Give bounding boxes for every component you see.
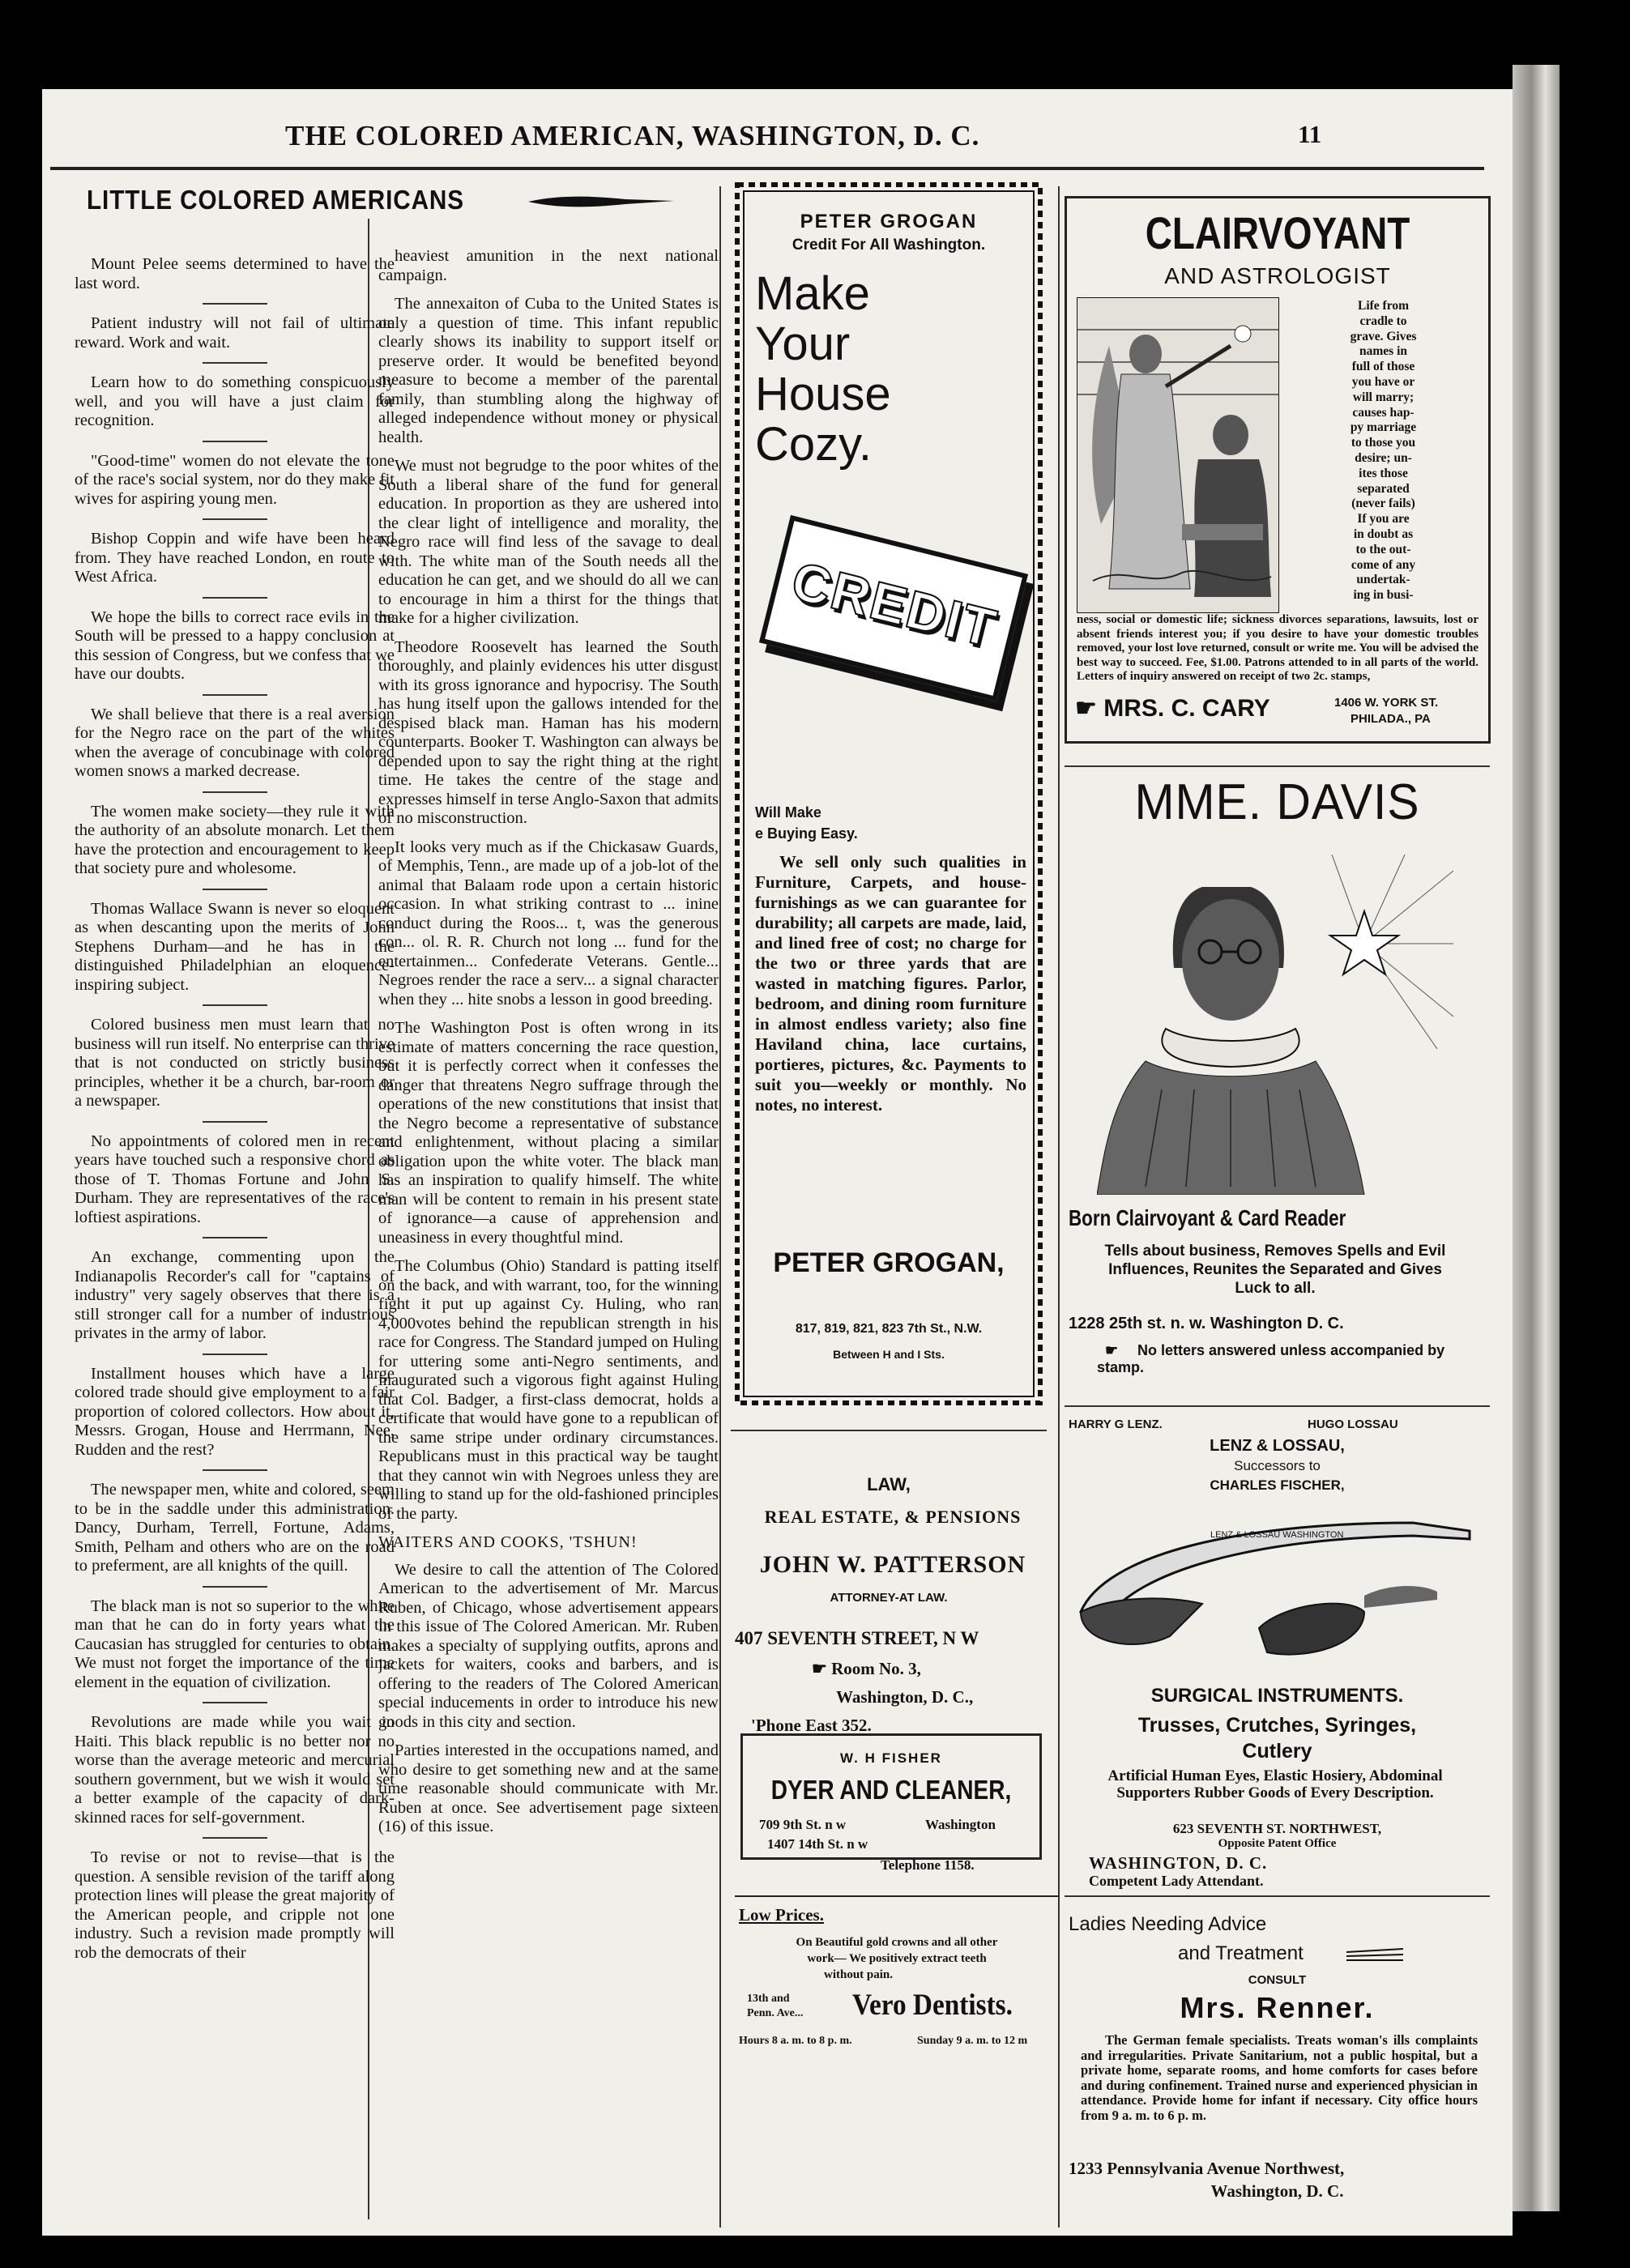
- paragraph-separator: [203, 1354, 267, 1355]
- ad-divider: [1065, 1405, 1490, 1407]
- renner-consult: CONSULT: [1248, 1973, 1307, 1987]
- davis-note: [1097, 1342, 1478, 1376]
- article-paragraph: Learn how to do something conspicuously well, and you will have a just claim for recognition.: [75, 373, 395, 429]
- renner-line1: Ladies Needing Advice: [1069, 1913, 1267, 1935]
- renner-addr2: Washington, D. C.: [1210, 2181, 1344, 2201]
- vero-addr1: 13th and: [747, 1993, 790, 2005]
- patterson-line2: REAL ESTATE, & PENSIONS: [764, 1507, 1022, 1527]
- pointing-hand-icon: ☛: [1105, 1342, 1119, 1358]
- clairvoyant-title: CLAIRVOYANT: [1145, 207, 1410, 258]
- article-paragraph: It looks very much as if the Chickasaw Guards, of Memphis, Tenn., are made up of a job-lot of the animal that Balaam rode upon a certain historic occasion. In what striking contrast to ... inine conduct during the Roos... t, was the generous con... ol. R. R. Church not long ... fund for the entertainmen... Confederate Veterans. Gentle... Negroes render the race a serv... a signal character when they ... hite snobs a lesson in good breeding.: [378, 838, 719, 1008]
- lenz-line2: Cutlery: [1242, 1740, 1312, 1763]
- davis-name: MME. DAVIS: [1134, 774, 1420, 830]
- renner-ad: [1065, 1904, 1490, 2228]
- fisher-addr2: 1407 14th St. n w: [767, 1836, 868, 1852]
- headline-line: Your: [755, 318, 851, 370]
- clairvoyant-side-line: come of any: [1351, 557, 1416, 572]
- lenz-names: HARRY G LENZ.: [1069, 1418, 1163, 1431]
- clairvoyant-side-line: ites those: [1359, 466, 1408, 480]
- patterson-phone: 'Phone East 352.: [751, 1716, 872, 1735]
- flourish-ornament: [528, 193, 674, 211]
- renner-addr1: 1233 Pennsylvania Avenue Northwest,: [1069, 2159, 1345, 2178]
- clairvoyant-side-line: desire; un-: [1355, 450, 1412, 465]
- grogan-between: Between H and I Sts.: [833, 1348, 945, 1361]
- clairvoyant-side-line: cradle to: [1359, 313, 1407, 328]
- fisher-addr1: 709 9th St. n w: [759, 1817, 847, 1832]
- clairvoyant-side-line: names in: [1359, 344, 1407, 359]
- article-paragraph: Parties interested in the occupations named, and who desire to get something new and at the same time reasonable should communicate with Mr. Ruben at once. See advertisement page sixteen (16) of this issue.: [378, 1742, 719, 1835]
- lenz-heading: SURGICAL INSTRUMENTS.: [1150, 1685, 1404, 1707]
- renner-line2: and Treatment: [1178, 1942, 1304, 1964]
- newspaper-page: [42, 89, 1513, 2236]
- lenz-opp: Opposite Patent Office: [1218, 1837, 1337, 1850]
- davis-portrait: [1097, 855, 1453, 1195]
- lenz-street: 623 SEVENTH ST. NORTHWEST,: [1172, 1821, 1382, 1836]
- paragraph-separator: [203, 441, 267, 442]
- clairvoyant-side-line: undertak-: [1356, 573, 1410, 587]
- clairvoyant-side-line: Life from: [1358, 299, 1409, 313]
- patterson-ad: [731, 1442, 1055, 1735]
- vero-sunday: Sunday 9 a. m. to 12 m: [917, 2035, 1028, 2047]
- paragraph-separator: [203, 1469, 267, 1471]
- fisher-ad: [740, 1733, 1042, 1873]
- header-rule: [50, 167, 1484, 170]
- paragraph-separator: [203, 362, 267, 364]
- clairvoyant-side-line: py marriage: [1350, 420, 1417, 435]
- davis-addr: 1228 25th st. n. w. Washington D. C.: [1069, 1315, 1344, 1332]
- page-header: [42, 120, 1513, 152]
- clairvoyant-addr2: PHILADA., PA: [1351, 712, 1431, 726]
- lenz-line1: Trusses, Crutches, Syringes,: [1137, 1714, 1417, 1737]
- paragraph-separator: [203, 1837, 267, 1839]
- column-left: [75, 255, 395, 2232]
- lenz-city: WASHINGTON, D. C.: [1089, 1853, 1268, 1873]
- grogan-ad: [731, 178, 1047, 1409]
- ad-divider: [1065, 1895, 1490, 1897]
- patterson-room-text: Room No. 3,: [831, 1659, 921, 1678]
- clairvoyant-side-line: you have or: [1351, 374, 1415, 389]
- clairvoyant-side-line: to the out-: [1355, 542, 1411, 556]
- lenz-att: Competent Lady Attendant.: [1089, 1873, 1264, 1889]
- clairvoyant-side-line: If you are: [1357, 512, 1410, 526]
- article-paragraph: Revolutions are made while you wait in Haiti. This black republic is no better nor no worse than the average meteoric and mercurial southern government, but we wish it would set a better example of the capacity of dark-skinned races for self-government.: [75, 1713, 395, 1827]
- article-paragraph: Bishop Coppin and wife have been heard from. They have reached London, en route to West Africa.: [75, 530, 395, 586]
- page-number: 11: [1298, 120, 1322, 148]
- davis-role: Born Clairvoyant & Card Reader: [1069, 1205, 1346, 1230]
- paragraph-separator: [203, 694, 267, 696]
- fisher-name: W. H FISHER: [840, 1750, 942, 1766]
- article-paragraph: We hope the bills to correct race evils in the South will be pressed to a happy conclusion at this session of Congress, but we confess that we have our doubts.: [75, 608, 395, 683]
- davis-note-text: No letters answered unless accompanied by stamp.: [1097, 1342, 1445, 1375]
- clairvoyant-side-line: causes hap-: [1352, 405, 1415, 420]
- article-paragraph: We shall believe that there is a real aversion for the Negro race on the part of the whites when the average of concubinage with colored women snows a marked decrease.: [75, 705, 395, 780]
- article-paragraph: We desire to call the attention of The Colored American to the advertisement of Mr. Marcus Ruben, of Chicago, whose advertisement appears in this issue of The Colored American. Mr. Ruben makes a specialty of supplying outfits, aprons and jackets for waiters, cooks and barbers, and is offering to the readers of The Colored American special inducements in order to introduce his new goods in this city and section.: [378, 1560, 719, 1731]
- waiters-heading: WAITERS AND COOKS, 'TSHUN!: [378, 1533, 638, 1551]
- patterson-city: Washington, D. C.,: [836, 1687, 974, 1707]
- fisher-trade: DYER AND CLEANER,: [770, 1775, 1012, 1805]
- clairvoyant-addr1: 1406 W. YORK ST.: [1334, 696, 1439, 710]
- paragraph-separator: [203, 889, 267, 890]
- clairvoyant-body: ness, social or domestic life; sickness divorces separations, lawsuits, lost or absent friends interest you; if you desire to have your domestic troubles removed, your lost love returned, consult or write me. You will be advised the best way to succeed. Fee, $1.00. Patrons attended to in all parts of the world. Letters of inquiry answered on receipt of two 2c. stamps,: [1077, 613, 1479, 683]
- fisher-addr1b: Washington: [925, 1817, 996, 1832]
- vero-name: Vero Dentists.: [852, 1989, 1013, 2022]
- grogan-sign-name: PETER GROGAN,: [773, 1247, 1005, 1278]
- pointing-hand-icon: ☛: [1075, 695, 1104, 722]
- will-make-line: Will Make: [755, 804, 821, 821]
- clairvoyant-name: [1075, 694, 1270, 723]
- headline-line: Cozy.: [755, 418, 872, 471]
- column-middle: [378, 247, 719, 2232]
- paragraph-separator: [203, 1702, 267, 1703]
- article-paragraph: The newspaper men, white and colored, seem to be in the saddle under this administration. Dancy, Durham, Terrell, Fortune, Adams, Smith, Pelham and others who are on the road to preferment, are all knights of the quill.: [75, 1481, 395, 1575]
- clairvoyant-side-line: in doubt as: [1353, 526, 1414, 541]
- patterson-title: ATTORNEY-AT LAW.: [830, 1591, 948, 1605]
- davis-ad: [1065, 774, 1490, 1405]
- clairvoyant-side-line: separated: [1357, 481, 1410, 496]
- truss-label: LENZ & LOSSAU WASHINGTON: [1210, 1530, 1344, 1540]
- clairvoyant-side-line: ing in busi-: [1353, 588, 1414, 603]
- clairvoyant-side-line: (never fails): [1351, 497, 1415, 511]
- lenz-firm: LENZ & LOSSAU,: [1210, 1437, 1345, 1455]
- angel-illustration: [1077, 297, 1279, 613]
- patterson-street: 407 SEVENTH STREET, N W: [735, 1628, 979, 1648]
- article-paragraph: The Washington Post is often wrong in its estimate of matters concerning the race question, but it is perfectly correct when it confesses the danger that threatens Negro suffrage through the operations of the new constitutions that insist that the Negro become a representative of substance and enlightenment, without placing a similar obligation upon the white voter. The black man has an inspiration to qualify himself. The white man will be content to remain in his present state of ignorance—a cause of apprehension and uneasiness in every thoughtful mind.: [378, 1019, 719, 1247]
- clairvoyant-subtitle: AND ASTROLOGIST: [1164, 263, 1391, 288]
- column-rule-2: [719, 186, 721, 2228]
- article-paragraph: heaviest amunition in the next national campaign.: [378, 247, 719, 284]
- patterson-room: [812, 1659, 921, 1679]
- pointing-hand-icon: ☛: [812, 1659, 832, 1678]
- grogan-headline: [755, 269, 891, 470]
- clairvoyant-side-line: to those you: [1351, 436, 1416, 450]
- grogan-body: We sell only such qualities in Furniture, Carpets, and house-furnishings as we can guarantee for durability; all carpets are made, laid, and lined free of cost; no charge for the two or three yards that are wasted in matching figures. Parlor, bedroom, and dining room furniture in almost endless variety; also fine Haviland china, lace curtains, portieres, pictures, &c. Payments to suit you—weekly or monthly. No notes, no interest.: [755, 852, 1026, 1115]
- masthead-title: THE COLORED AMERICAN, WASHINGTON, D. C.: [285, 120, 980, 151]
- lenz-names2: HUGO LOSSAU: [1308, 1418, 1398, 1431]
- article-paragraph: Theodore Roosevelt has learned the South thoroughly, and plainly evidences his utter disgust with its gross ignorance and hypocrisy. The South has hung itself upon the gallows intended for the despised black man. Haman has his modern counterparts. Booker T. Washington can always be depended upon to say the right thing at the right time. He takes the centre of the stage and expresses himself in terse Anglo-Saxon that admits of no misconstruction.: [378, 637, 719, 827]
- grogan-tagline: Credit For All Washington.: [792, 237, 986, 254]
- section-title: LITTLE COLORED AMERICANS: [87, 185, 464, 215]
- article-paragraph: The Columbus (Ohio) Standard is patting itself on the back, and with warrant, too, for the winning fight it put up against Cy. Huling, who ran 4,000votes behind the republican strength in his race for Congress. The Standard jumped on Huling for uttering some anti-Negro sentiments, and inaugurated such a vigorous fight against Huling that Col. Badger, a first-class democrat, holds a certificate that would have gone to a republican of the same stripe under ordinary circumstances. Republicans must in this practical way be taught that they cannot win with Negroes unless they are willing to stand up for the old-fashioned principles of the party.: [378, 1257, 719, 1523]
- clairvoyant-ad: [1065, 196, 1491, 744]
- flag-ornament: [1346, 1947, 1403, 1965]
- headline-line: House: [755, 368, 891, 420]
- will-make-line: e Buying Easy.: [755, 825, 858, 842]
- davis-body: Tells about business, Removes Spells and Evil Influences, Reunites the Separated and Gives Luck to all.: [1104, 1243, 1446, 1297]
- vero-line1: On Beautiful gold crowns and all other: [796, 1936, 998, 1949]
- patterson-line1: LAW,: [867, 1474, 911, 1494]
- headline-line: Make: [755, 267, 870, 320]
- ad-divider: [1065, 765, 1490, 767]
- clairvoyant-side-text: [1284, 299, 1483, 603]
- renner-name: Mrs. Renner.: [1180, 1991, 1375, 2024]
- paragraph-separator: [203, 303, 267, 305]
- grogan-will-make: [755, 802, 858, 844]
- page-edge: [1513, 65, 1560, 2211]
- credit-stamp-text: CREDIT: [786, 550, 1004, 659]
- article-paragraph: "Good-time" women do not elevate the tone of the race's social system, nor do they make fit wives for aspiring young men.: [75, 451, 395, 508]
- ad-divider: [731, 1430, 1047, 1431]
- renner-body: The German female specialists. Treats woman's ills complaints and irregularities. Private Sanitarium, not a public hospital, but a private home, separate rooms, and home comforts for cases before and during confinement. Trained nurse and experienced physician in attendance. Provide home for infant if necessary. City office hours from 9 a. m. to 6 p. m.: [1081, 2032, 1478, 2123]
- paragraph-separator: [203, 1586, 267, 1588]
- lenz-prev: CHARLES FISCHER,: [1210, 1477, 1345, 1493]
- paragraph-separator: [203, 791, 267, 793]
- paragraph-separator: [203, 518, 267, 520]
- paragraph-separator: [203, 1121, 267, 1123]
- article-paragraph: We must not begrudge to the poor whites of the South a liberal share of the fund for general education. In proportion as they are ushered into the clear light of intelligence and morality, the Negro race will find less of the savage to deal with. The white man of the South needs all the education he can get, and we should do all we can to encourage in him a thirst for the things that make for a higher civilization.: [378, 457, 719, 627]
- fisher-phone: Telephone 1158.: [881, 1857, 975, 1873]
- paragraph-separator: [203, 597, 267, 599]
- article-paragraph: Mount Pelee seems determined to have the last word.: [75, 255, 395, 292]
- clairvoyant-side-line: full of those: [1351, 360, 1415, 374]
- vero-line2: work— We positively extract teeth: [807, 1952, 987, 1965]
- vero-ad: [735, 1895, 1059, 2059]
- article-paragraph: The annexaiton of Cuba to the United States is only a question of time. This infant republic clearly shows its inability to support itself or preserve order. It would be benefited beyond measure to become a member of the parental family, than stumbling along the highway of alleged independence without money or physical health.: [378, 295, 719, 446]
- vero-line3: without pain.: [824, 1968, 894, 1981]
- article-paragraph: Patient industry will not fail of ultimate reward. Work and wait.: [75, 314, 395, 352]
- truss-illustration: [1073, 1507, 1482, 1669]
- clairvoyant-side-line: will marry;: [1352, 390, 1415, 404]
- article-paragraph: The black man is not so superior to the white man that he can do in forty years what the Caucasian has struggled for centuries to obtain. We must not forget the importance of the time element in the equation of civilization.: [75, 1597, 395, 1691]
- vero-addr2: Penn. Ave...: [747, 2007, 804, 2019]
- lenz-body: Artificial Human Eyes, Elastic Hosiery, Abdominal Supporters Rubber Goods of Every Description.: [1107, 1767, 1443, 1801]
- vero-low: Low Prices.: [739, 1905, 824, 1925]
- paragraph-separator: [203, 1004, 267, 1006]
- grogan-name: PETER GROGAN: [800, 211, 978, 232]
- clairvoyant-side-line: grave. Gives: [1350, 329, 1417, 343]
- patterson-name: JOHN W. PATTERSON: [759, 1551, 1026, 1578]
- article-paragraph: Thomas Wallace Swann is never so eloquent as when descanting upon the merits of John Stephens Durham—and he has in the distinguished Philadelphian an eloquence-inspiring subject.: [75, 899, 395, 994]
- vero-hours: Hours 8 a. m. to 8 p. m.: [739, 2035, 852, 2047]
- grogan-address: 817, 819, 821, 823 7th St., N.W.: [795, 1322, 983, 1336]
- article-paragraph: Installment houses which have a large colored trade should give employment to a fair proportion of colored collectors. How about it, Messrs. Grogan, House and Herrmann, Nee, Rudden and the rest?: [75, 1364, 395, 1459]
- paragraph-separator: [203, 1237, 267, 1238]
- lenz-succ: Successors to: [1234, 1458, 1321, 1473]
- article-paragraph: The women make society—they rule it with the authority of an absolute monarch. Let them have the protection and encouragement to keep that society pure and wholesome.: [75, 802, 395, 877]
- article-paragraph: Colored business men must learn that no business will run itself. No enterprise can thrive that is not conducted on strictly business principles, whether it be a church, bar-room or a newspaper.: [75, 1016, 395, 1110]
- lenz-ad: [1065, 1418, 1490, 1887]
- article-paragraph: An exchange, commenting upon the Indianapolis Recorder's call for "captains of industry" very sagely observes that there is a still stronger call for a number of industrious privates in the army of labor.: [75, 1248, 395, 1342]
- article-paragraph: To revise or not to revise—that is the question. A sensible revision of the tariff along protection lines will please the great majority of the American people, and cripple not one industry. Such a revision made promptly will rob the democrats of their: [75, 1848, 395, 1962]
- article-paragraph: No appointments of colored men in recent years have touched such a responsive chord as those of T. Thomas Fortune and John S. Durham. They are representatives of the race's loftiest aspirations.: [75, 1132, 395, 1226]
- clairvoyant-name-text: MRS. C. CARY: [1103, 695, 1270, 722]
